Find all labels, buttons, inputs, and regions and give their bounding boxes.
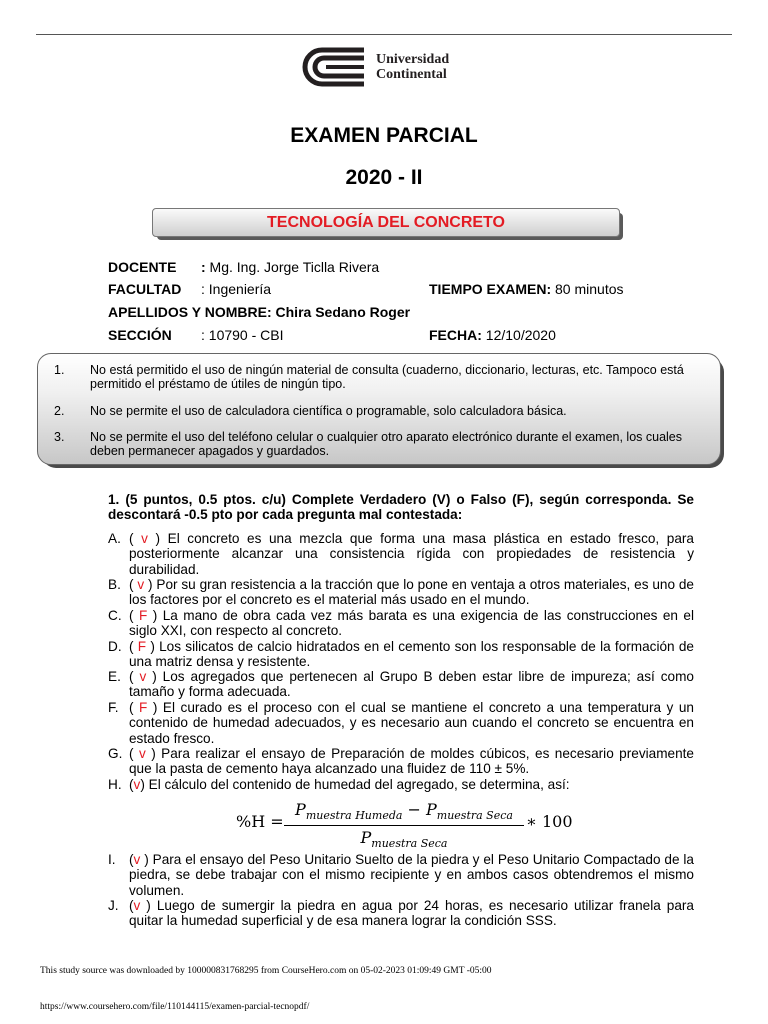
rule-item: 1. No está permitido el uso de ningún material de consulta (cuaderno, diccionario, lecturas, etc. Tampoco está permitido el préstamo de útiles de ningún tipo. bbox=[54, 363, 684, 391]
course-banner: TECNOLOGÍA DEL CONCRETO bbox=[152, 208, 620, 237]
seccion-label: SECCIÓN bbox=[108, 327, 172, 343]
exam-period: 2020 - II bbox=[345, 166, 423, 189]
continental-logo-icon bbox=[300, 46, 366, 88]
university-logo bbox=[300, 46, 480, 88]
apellidos-field: APELLIDOS Y NOMBRE: Chira Sedano Roger bbox=[108, 304, 411, 320]
question-1: 1. (5 puntos, 0.5 ptos. c/u) Complete Verdadero (V) o Falso (F), según corresponda. Se descontará -0.5 pto por cada pregunta mal contestada: bbox=[108, 492, 694, 522]
tf-item: D. ( F ) Los silicatos de calcio hidratados en el cemento son los responsable de la formación de una matriz densa y resistente. bbox=[108, 639, 694, 670]
answer-mark: v bbox=[141, 531, 148, 546]
top-rule bbox=[36, 34, 732, 35]
tf-item: A. ( v ) El concreto es una mezcla que forma una masa plástica en estado fresco, para posteriormente alcanzar una consistencia rígida con propiedades de resistencia y durabilidad. bbox=[108, 531, 694, 577]
answer-mark: F bbox=[138, 608, 148, 623]
answer-mark: F bbox=[137, 639, 147, 654]
tf-item: E. ( v ) Los agregados que pertenecen al Grupo B deben estar libre de impureza; así como tamaño y forma adecuada. bbox=[108, 669, 694, 700]
facultad-label: FACULTAD bbox=[108, 281, 182, 297]
fecha-field: FECHA: 12/10/2020 bbox=[429, 327, 556, 343]
tf-item: G. ( v ) Para realizar el ensayo de Preparación de moldes cúbicos, es necesario previamente que la pasta de cemento haya alcanzado una fluidez de 110 ± 5%. bbox=[108, 746, 694, 777]
rule-item: 3. No se permite el uso del teléfono celular o cualquier otro aparato electrónico durante el examen, los cuales deben permanecer apagados y guardados. bbox=[54, 430, 683, 458]
formula-numerator: $P_{muestra Humeda} - P_{muestra Seca}$ bbox=[284, 800, 524, 826]
docente-name: Mg. Ing. Jorge Ticlla Rivera bbox=[205, 259, 380, 275]
docente-value: : Mg. Ing. Jorge Ticlla Rivera bbox=[201, 259, 380, 275]
seccion-value: : 10790 - CBI bbox=[201, 327, 284, 343]
tf-item: B. ( v ) Por su gran resistencia a la tracción que lo pone en ventaja a otros materiales, es uno de los factores por el concreto es el material más usado en el mundo. bbox=[108, 577, 694, 608]
answer-mark: v bbox=[133, 777, 141, 792]
facultad-value: : Ingeniería bbox=[201, 281, 272, 297]
tf-item: C. ( F ) La mano de obra cada vez más barata es una exigencia de las construcciones en el siglo XXI, con respecto al concreto. bbox=[108, 608, 695, 639]
answer-mark: v bbox=[137, 577, 145, 592]
answer-mark: v bbox=[138, 746, 146, 761]
tf-item: H. (v) El cálculo del contenido de humedad del agregado, se determina, así: bbox=[108, 777, 570, 792]
logo-line-1: Universidad bbox=[376, 52, 450, 67]
rules-box bbox=[37, 353, 721, 465]
download-notice: This study source was downloaded by 100000831768295 from CourseHero.com on 05-02-2023 01:09:49 GMT -05:00 bbox=[40, 966, 492, 976]
exam-title: EXAMEN PARCIAL bbox=[290, 124, 478, 147]
answer-mark: v bbox=[133, 852, 141, 867]
answer-mark: v bbox=[139, 669, 147, 684]
docente-label: DOCENTE bbox=[108, 259, 177, 275]
tf-item: F. ( F ) El curado es el proceso con el cual se mantiene el concreto a una temperatura y un contenido de humedad adecuados, y es necesario aun cuando el concreto se encuentra en estado fresco. bbox=[108, 700, 694, 746]
tf-item: I. (v ) Para el ensayo del Peso Unitario Suelto de la piedra y el Peso Unitario Compactado de la piedra, se debe trabajar con el mismo recipiente y en ambos casos obtendremos el mismo volumen. bbox=[108, 852, 694, 898]
answer-mark: F bbox=[139, 700, 148, 715]
tf-item: J. (v ) Luego de sumergir la piedra en agua por 24 horas, es necesario utilizar franela para quitar la humedad superficial y de esa manera lograr la condición SSS. bbox=[108, 898, 694, 929]
formula-denominator: $P_{muestra Seca}$ bbox=[360, 828, 448, 851]
source-url[interactable]: https://www.coursehero.com/file/110144115/examen-parcial-tecnopdf/ bbox=[40, 1002, 310, 1012]
rule-item: 2. No se permite el uso de calculadora científica o programable, solo calculadora básica. bbox=[54, 404, 567, 418]
answer-mark: v bbox=[133, 898, 141, 913]
tiempo-field: TIEMPO EXAMEN: 80 minutos bbox=[429, 281, 624, 297]
formula-fraction bbox=[284, 800, 524, 850]
logo-line-2: Continental bbox=[376, 67, 447, 82]
